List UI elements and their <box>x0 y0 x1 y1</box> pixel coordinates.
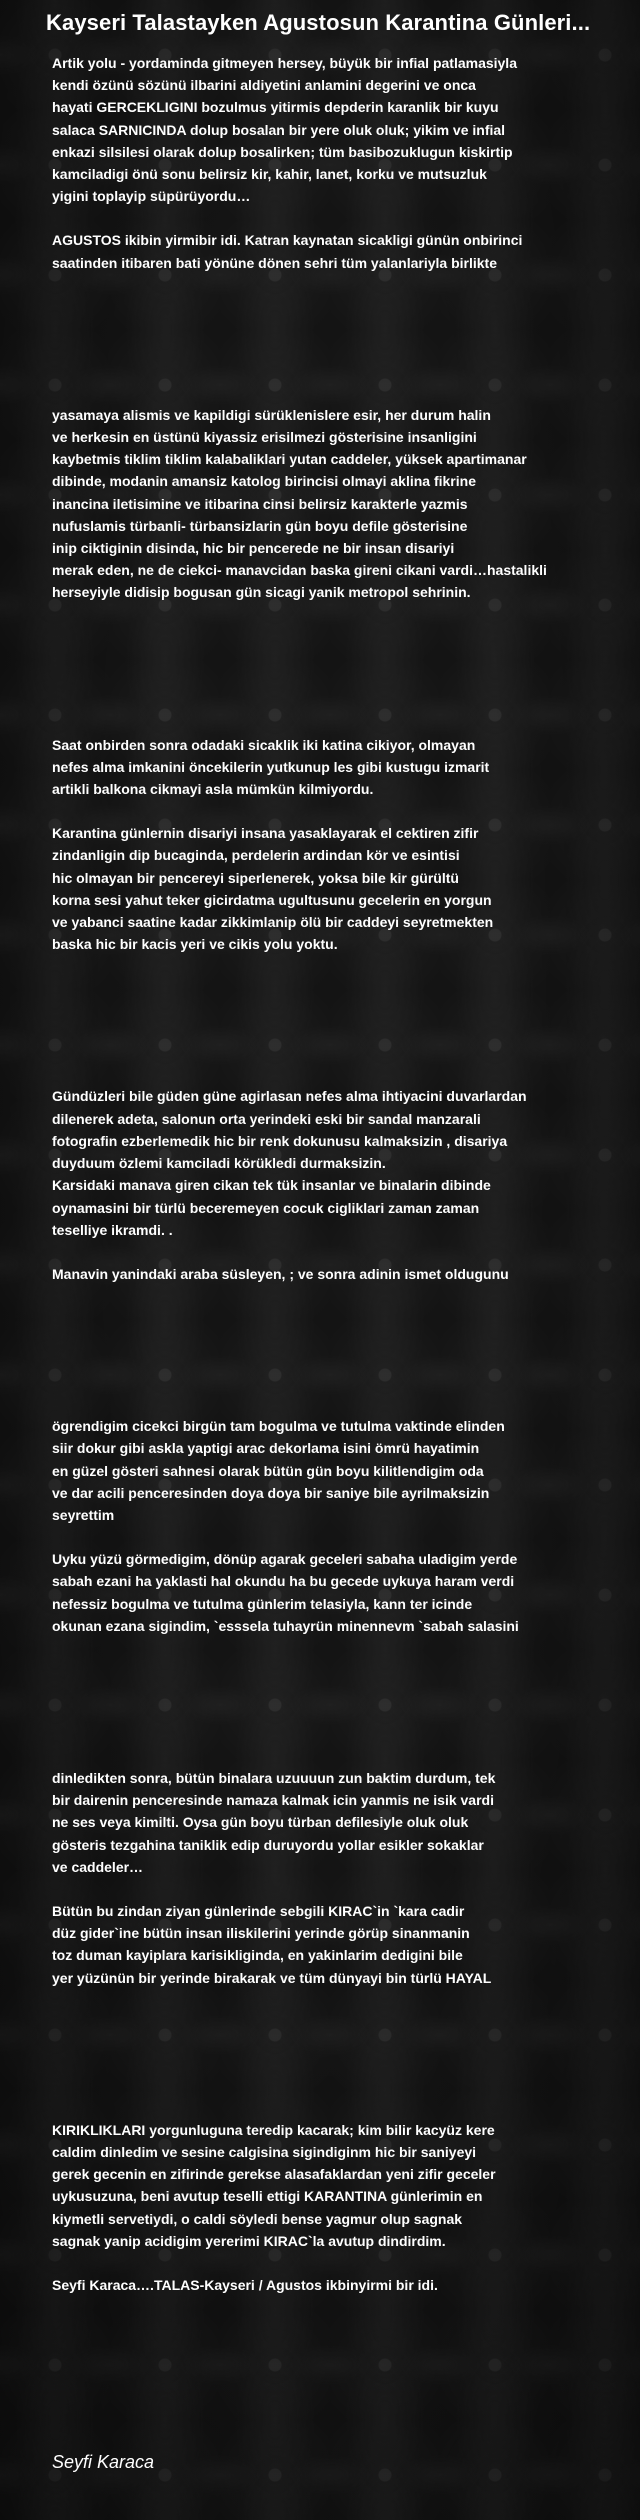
poem-line: baska hic bir kacis yeri ve cikis yolu yoktu. <box>52 936 338 953</box>
poem-line: ve herkesin en üstünü kiyassiz erisilmezi gösterisine insanligini <box>52 429 477 446</box>
stanza-gap <box>52 207 632 229</box>
poem-line: düz gider`ine bütün insan iliskilerini yerinde görüp sinanmanin <box>52 1925 470 1942</box>
poem-line: sagnak yanip acidigim yererimi KIRAC`la avutup dindirdim. <box>52 2232 446 2249</box>
poem-stanza <box>52 229 632 273</box>
poem-line: bir dairenin penceresinde namaza kalmak icin yanmis ne isik vardi <box>52 1792 494 1809</box>
poem-line: uykusuzuna, beni avutup teselli ettigi KARANTINA günlerimin en <box>52 2188 483 2205</box>
poem-stanza <box>52 2274 632 2296</box>
poem-line: gösteris tezgahina taniklik edip duruyordu yollar esikler sokaklar <box>52 1836 484 1853</box>
poem-line: kiymetli servetiydi, o caldi söyledi bense yagmur olup sagnak <box>52 2210 463 2227</box>
poem-line: kamciladigi önü sonu belirsiz kir, kahir, lanet, korku ve mutsuzluk <box>52 166 487 183</box>
poem-stanza <box>52 822 632 955</box>
stanza-gap <box>52 1526 632 1548</box>
poem-stanza <box>52 734 632 801</box>
poem-line: caldim dinledim ve sesine calgisina sigindiginm hic bir saniyeyi <box>52 2143 477 2160</box>
poem-line: toz duman kayiplara karisikliginda, en yakinlarim dedigini bile <box>52 1947 463 1964</box>
poem-stanza <box>52 2119 632 2252</box>
poem-line: sabah ezani ha yaklasti hal okundu ha bu gecede uykuya haram verdi <box>52 1573 515 1590</box>
poem-line: ve dar acili penceresinden doya doya bir saniye bile ayrilmaksizin <box>52 1484 490 1501</box>
stanza-gap <box>52 1637 632 1767</box>
poem-line: oynamasini bir türlü beceremeyen cocuk cigliklari zaman zaman <box>52 1199 480 1216</box>
poem-line: Seyfi Karaca….TALAS-Kayseri / Agustos ikbinyirmi bir idi. <box>52 2276 438 2293</box>
poem-line: herseyiyle didisip bogusan gün sicagi yanik metropol sehrinin. <box>52 584 471 601</box>
poem-line: nefessiz bogulma ve tutulma günlerim telasiyla, kann ter icinde <box>52 1595 473 1612</box>
poem-line: okunan ezana sigindim, `esssela tuhayrün minennevm `sabah salasini <box>52 1617 519 1634</box>
poem-line: artikli balkona cikmayi asla mümkün kilmiyordu. <box>52 781 374 798</box>
poem-stanza <box>52 1415 632 1526</box>
poem-line: dibinde, modanin amansiz katolog birincisi olmayi aklina fikrine <box>52 473 476 490</box>
poem-line: yigini toplayip süpürüyordu… <box>52 188 251 205</box>
poem-line: ve caddeler… <box>52 1858 144 1875</box>
poem-line: nefes alma imkanini öncekilerin yutkunup les gibi kustugu izmarit <box>52 758 490 775</box>
poem-line: nufuslamis türbanli- türbansizlarin gün boyu defile gösterisine <box>52 517 468 534</box>
poem-line: kaybetmis tiklim tiklim kalabaliklari yutan caddeler, yüksek apartimanar <box>52 451 527 468</box>
poem-stanza <box>52 1085 632 1240</box>
poem-line: gerek gecenin en zifirinde gerekse alasafaklardan yeni zifir geceler <box>52 2166 496 2183</box>
poem-line: Karantina günlernin disariyi insana yasaklayarak el cektiren zifir <box>52 825 479 842</box>
poem-line: kendi özünü sözünü ilbarini aldiyetini anlamini degerini ve onca <box>52 77 476 94</box>
poem-line: Uyku yüzü görmedigim, dönüp agarak geceleri sabaha uladigim yerde <box>52 1551 518 1568</box>
poem-stanza <box>52 1900 632 1989</box>
poem-line: hayati GERCEKLIGINI bozulmus yitirmis depderin karanlik bir kuyu <box>52 99 499 116</box>
poem-line: ve yabanci saatine kadar zikkimlanip ölü bir caddeyi seyretmekten <box>52 914 494 931</box>
poem-line: dinledikten sonra, bütün binalara uzuuuun zun baktim durdum, tek <box>52 1769 496 1786</box>
poem-line: yer yüzünün bir yerinde birakarak ve tüm dünyayi bin türlü HAYAL <box>52 1969 492 1986</box>
poem-author: Seyfi Karaca <box>52 2452 155 2472</box>
poem-line: zindanligin dip bucaginda, perdelerin ardindan kör ve esintisi <box>52 847 460 864</box>
poem-line: salaca SARNICINDA dolup bosalan bir yere oluk oluk; yikim ve infial <box>52 121 506 138</box>
poem-line: inip ciktiginin disinda, hic bir pencerede ne bir insan disariyi <box>52 540 455 557</box>
stanza-gap <box>52 955 632 1085</box>
poem-line: Gündüzleri bile güden güne agirlasan nefes alma ihtiyacini duvarlardan <box>52 1088 527 1105</box>
poem-line: Artik yolu - yordaminda gitmeyen hersey, büyük bir infial patlamasiyla <box>52 55 517 71</box>
stanza-gap <box>52 800 632 822</box>
poem-stanza <box>52 1263 632 1285</box>
poem-line: dilenerek adeta, salonun orta yerindeki eski bir sandal manzarali <box>52 1110 481 1127</box>
poem-stanza <box>52 1548 632 1637</box>
poem-line: korna sesi yahut teker gicirdatma ugultusunu gecelerin en yorgun <box>52 891 492 908</box>
poem-body <box>52 52 632 2296</box>
poem-line: siir dokur gibi askla yaptigi arac dekorlama isini ömrü hayatimin <box>52 1440 480 1457</box>
poem-stanza <box>52 52 632 207</box>
poem-line: ögrendigim cicekci birgün tam bogulma ve tutulma vaktinde elinden <box>52 1418 505 1435</box>
stanza-gap <box>52 2252 632 2274</box>
stanza-gap <box>52 1285 632 1415</box>
poem-line: saatinden itibaren bati yönüne dönen sehri tüm yalanlariyla birlikte <box>52 254 497 271</box>
poem-title: Kayseri Talastayken Agustosun Karantina Günleri... <box>46 10 591 35</box>
poem-line: fotografin ezberlemedik hic bir renk dokunusu kalmaksizin , disariya <box>52 1132 508 1149</box>
poem-line: AGUSTOS ikibin yirmibir idi. Katran kaynatan sicakligi günün onbirinci <box>52 232 523 249</box>
stanza-gap <box>52 604 632 734</box>
poem-stanza <box>52 1767 632 1878</box>
poem-line: en güzel gösteri sahnesi olarak bütün gün boyu kilitlendigim oda <box>52 1462 484 1479</box>
stanza-gap <box>52 1878 632 1900</box>
poem-line: Karsidaki manava giren cikan tek tük insanlar ve binalarin dibinde <box>52 1177 491 1194</box>
stanza-gap <box>52 1241 632 1263</box>
stanza-gap <box>52 1989 632 2119</box>
poem-line: KIRIKLIKLARI yorgunluguna teredip kacarak; kim bilir kacyüz kere <box>52 2121 495 2138</box>
poem-line: enkazi silsilesi olarak dolup bosalirken; tüm basibozuklugun kiskirtip <box>52 143 513 160</box>
poem-line: duyduum özlemi kamciladi körükledi durmaksizin. <box>52 1155 386 1172</box>
poem-line: teselliye ikramdi. . <box>52 1221 173 1238</box>
stanza-gap <box>52 274 632 404</box>
poem-line: merak eden, ne de ciekci- manavcidan baska gireni cikani vardi…hastalikli <box>52 562 547 579</box>
poem-line: yasamaya alismis ve kapildigi sürüklenislere esir, her durum halin <box>52 406 491 423</box>
poem-line: seyrettim <box>52 1506 115 1523</box>
poem-line: hic olmayan bir pencereyi siperlenerek, yoksa bile kir gürültü <box>52 869 459 886</box>
poem-line: Manavin yanindaki araba süsleyen, ; ve sonra adinin ismet oldugunu <box>52 1265 509 1282</box>
poem-stanza <box>52 404 632 604</box>
poem-line: Saat onbirden sonra odadaki sicaklik iki katina cikiyor, olmayan <box>52 736 476 753</box>
poem-line: Bütün bu zindan ziyan günlerinde sebgili KIRAC`in `kara cadir <box>52 1902 465 1919</box>
poem-line: ne ses veya kimilti. Oysa gün boyu türban defilesiyle oluk oluk <box>52 1814 469 1831</box>
poem-line: inancina iletisimine ve itibarina cinsi belirsiz karakterle yazmis <box>52 495 468 512</box>
